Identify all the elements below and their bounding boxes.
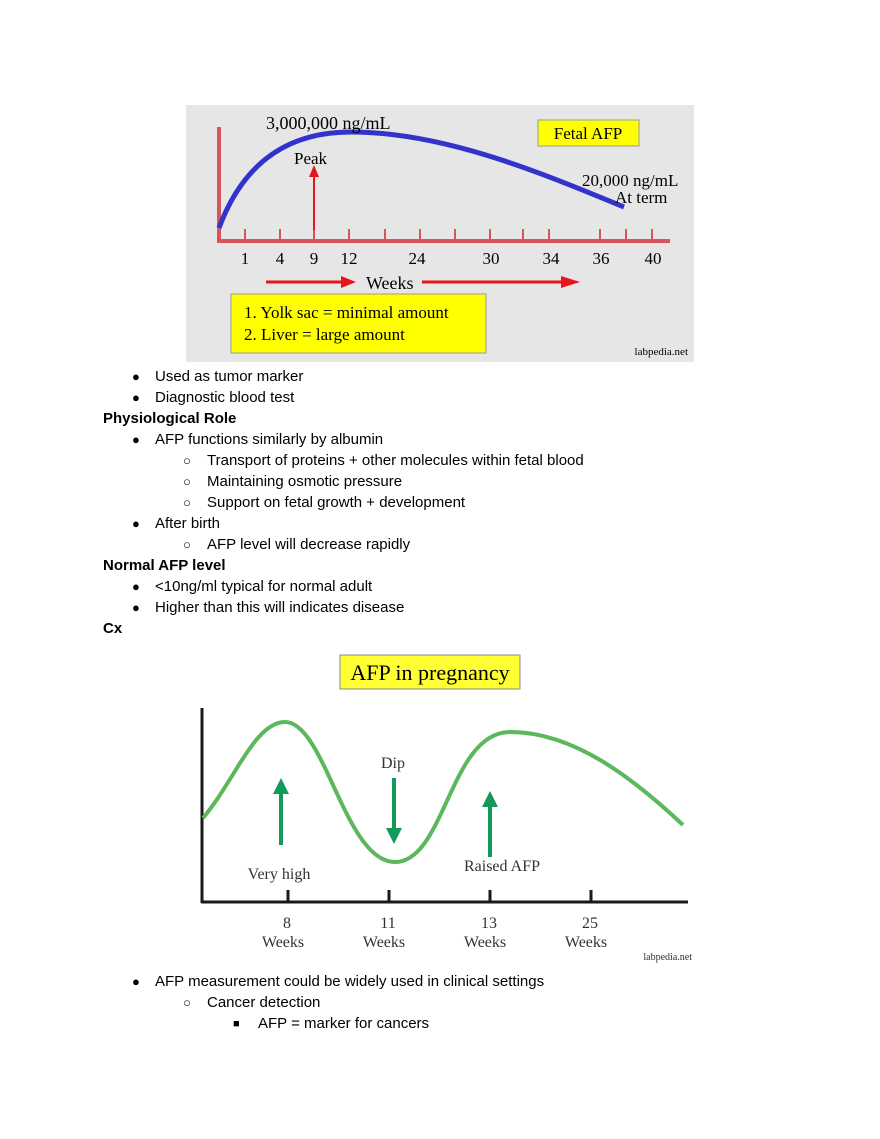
raised-afp-label: Raised AFP <box>463 858 541 875</box>
circle-bullet-icon: ○ <box>183 495 191 510</box>
list-item: AFP functions similarly by albumin <box>155 431 384 448</box>
dip-arrow-head <box>386 828 402 844</box>
circle-bullet-icon: ○ <box>183 474 191 489</box>
list-item: Diagnostic blood test <box>155 389 295 406</box>
list-item: Higher than this will indicates disease <box>155 599 405 616</box>
afp-pregnancy-title: AFP in pregnancy <box>350 660 510 685</box>
x-tick-unit: Weeks <box>564 934 608 951</box>
x-tick-label: 36 <box>592 249 610 268</box>
bullet-icon: ● <box>132 974 140 989</box>
list-item: AFP = marker for cancers <box>258 1015 430 1032</box>
x-tick-label: 24 <box>408 249 426 268</box>
x-tick-unit: Weeks <box>362 934 406 951</box>
bullet-icon: ● <box>132 579 140 594</box>
x-tick-unit: Weeks <box>463 934 507 951</box>
list-item: Support on fetal growth + development <box>207 494 466 511</box>
x-tick-label: 1 <box>240 249 250 268</box>
x-tick-label: 40 <box>644 249 662 268</box>
bullet-icon: ● <box>132 516 140 531</box>
x-tick-label: 12 <box>340 249 358 268</box>
credit: labpedia.net <box>643 952 692 963</box>
bullet-icon: ● <box>132 390 140 405</box>
list-item: <10ng/ml typical for normal adult <box>155 578 373 595</box>
square-bullet-icon: ■ <box>233 1018 240 1030</box>
section-heading: Physiological Role <box>103 410 237 427</box>
fetal-afp-chart <box>186 105 694 362</box>
x-tick-number: 8 <box>283 915 291 932</box>
list-item: Cancer detection <box>207 994 321 1011</box>
term-value-label: 20,000 ng/mL <box>582 171 679 190</box>
list-item: After birth <box>155 515 221 532</box>
x-tick-number: 25 <box>582 915 598 932</box>
bullet-icon: ● <box>132 369 140 384</box>
very-high-label: Very high <box>247 866 311 883</box>
x-tick-label: 9 <box>309 249 319 268</box>
peak-label: Peak <box>294 149 328 168</box>
dip-label: Dip <box>381 755 405 772</box>
fetal-afp-title: Fetal AFP <box>553 124 623 143</box>
circle-bullet-icon: ○ <box>183 995 191 1010</box>
list-item: Used as tumor marker <box>155 368 304 385</box>
raised-arrow-head <box>482 791 498 807</box>
x-tick-number: 11 <box>380 915 396 932</box>
x-tick-label: 34 <box>542 249 560 268</box>
bullet-icon: ● <box>132 600 140 615</box>
very-high-arrow-head <box>273 778 289 794</box>
x-tick-unit: Weeks <box>261 934 305 951</box>
afp-pregnancy-chart <box>195 650 695 965</box>
x-tick-number: 13 <box>481 915 497 932</box>
credit: labpedia.net <box>634 346 688 358</box>
term-label: At term <box>615 188 668 207</box>
peak-value-label: 3,000,000 ng/mL <box>266 113 391 133</box>
section-heading: Cx <box>103 620 123 637</box>
note-2: 2. Liver = large amount <box>244 325 405 344</box>
note-1: 1. Yolk sac = minimal amount <box>244 303 449 322</box>
circle-bullet-icon: ○ <box>183 537 191 552</box>
list-item: AFP measurement could be widely used in clinical settings <box>155 973 545 990</box>
list-item: Transport of proteins + other molecules within fetal blood <box>207 452 584 469</box>
list-item: AFP level will decrease rapidly <box>207 536 411 553</box>
list-item: Maintaining osmotic pressure <box>207 473 403 490</box>
x-tick-label: 4 <box>275 249 285 268</box>
circle-bullet-icon: ○ <box>183 453 191 468</box>
weeks-label: Weeks <box>366 273 414 293</box>
bullet-icon: ● <box>132 432 140 447</box>
x-tick-label: 30 <box>482 249 500 268</box>
section-heading: Normal AFP level <box>103 557 226 574</box>
